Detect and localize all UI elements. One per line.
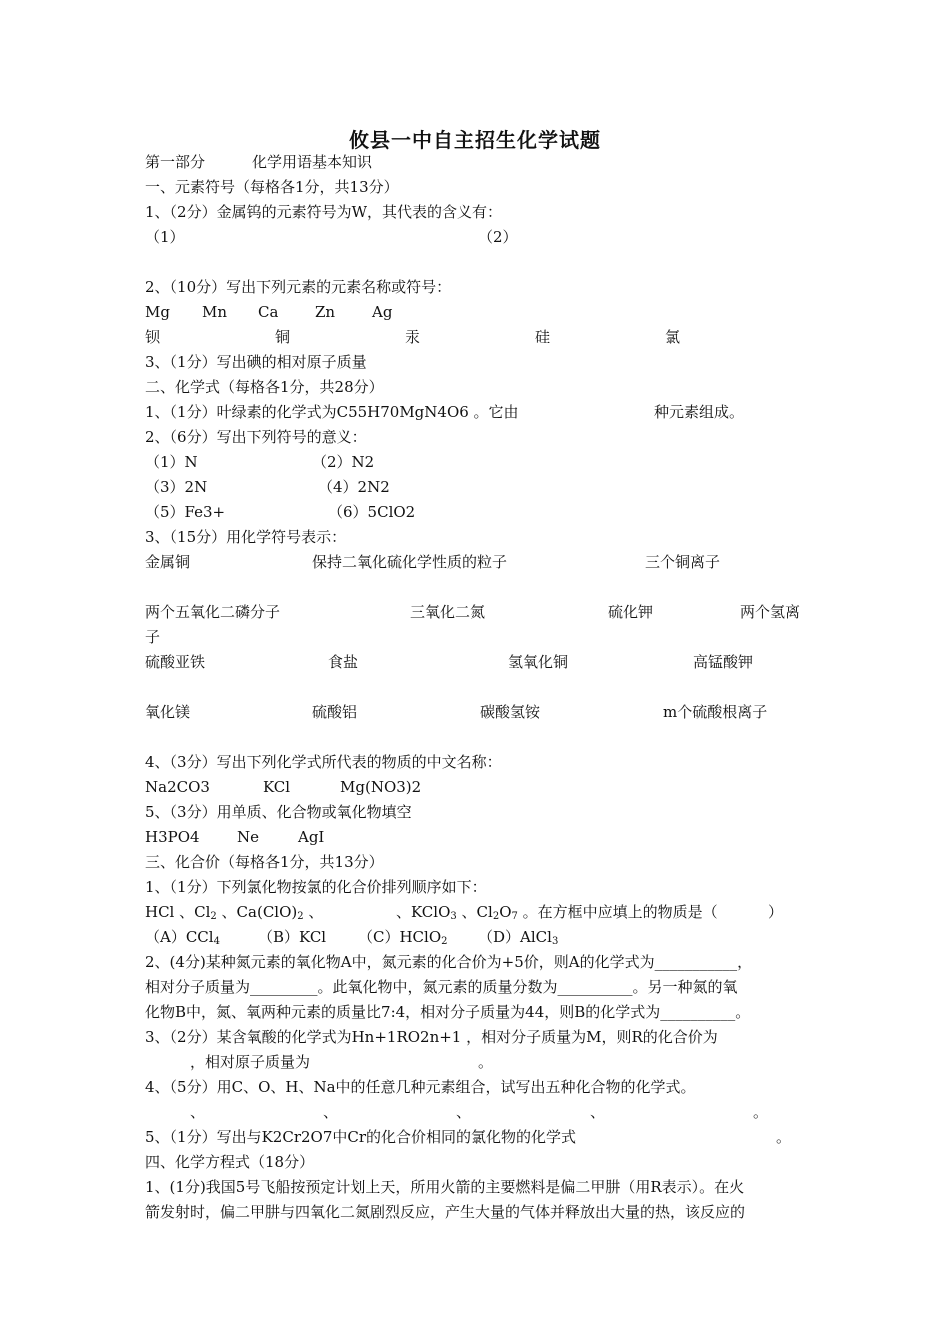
- question-text: 3、（15分）用化学符号表示：: [145, 528, 347, 546]
- fill-item: 两个五氧化二磷分子: [145, 603, 281, 621]
- valence-sequence: 、KClO$_3$ 、$Cl_2O_7$ 。在方框中应填上的物质是（: [396, 903, 718, 922]
- answer-label: （1）: [145, 228, 185, 246]
- element-symbol: Ca: [258, 303, 279, 321]
- fill-item: 高锰酸钾: [693, 653, 754, 671]
- section-heading-2: 二、化学式（每格各1分，共28分）: [145, 378, 384, 396]
- answer-label: （2）: [478, 228, 518, 246]
- fill-item: 两个氢离: [740, 603, 801, 621]
- question-text: 4、（3分）写出下列化学式所代表的物质的中文名称：: [145, 753, 502, 771]
- fill-item: 硫酸亚铁: [145, 653, 206, 671]
- separator: 、: [190, 1103, 206, 1121]
- symbol-item: （4）2N2: [318, 478, 390, 496]
- page-title: 攸县一中自主招生化学试题: [349, 128, 601, 152]
- question-text: 种元素组成。: [654, 403, 745, 421]
- fill-item: 氢氧化铜: [508, 653, 569, 671]
- element-name: 钡: [145, 328, 161, 346]
- symbol-item: （6）5ClO2: [328, 503, 416, 521]
- fill-item: 保持二氧化硫化学性质的粒子: [312, 553, 508, 571]
- question-text: 2、（10分）写出下列元素的元素名称或符号：: [145, 278, 452, 296]
- fill-item: m个硫酸根离子: [663, 703, 768, 721]
- symbol-item: （2）N2: [312, 453, 375, 471]
- question-text: 4、（5分）用C、O、H、Na中的任意几种元素组合，试写出五种化合物的化学式。: [145, 1078, 696, 1096]
- separator: 、: [590, 1103, 606, 1121]
- question-text: 5、（3分）用单质、化合物或氧化物填空: [145, 803, 412, 821]
- question-text: 箭发射时，偏二甲肼与四氧化二氮剧烈反应，产生大量的气体并释放出大量的热，该反应的: [145, 1203, 746, 1221]
- section-heading-4: 四、化学方程式（18分）: [145, 1153, 315, 1171]
- separator: 。: [753, 1103, 769, 1121]
- formula-item: Ne: [237, 828, 260, 846]
- question-text: 1、（1分）下列氯化物按氯的化合价排列顺序如下：: [145, 878, 487, 896]
- formula-item: AgI: [298, 828, 325, 846]
- section-heading-3: 三、化合价（每格各1分，共13分）: [145, 853, 384, 871]
- separator: 、: [323, 1103, 339, 1121]
- fill-item: 食盐: [328, 653, 359, 671]
- fill-item-wrap: 子: [145, 628, 161, 646]
- symbol-item: （1）N: [145, 453, 198, 471]
- question-text: 2、(4分)某种氮元素的氧化物A中，氮元素的化合价为+5价，则A的化学式为___________，: [145, 953, 753, 971]
- answer-bracket: ）: [768, 903, 784, 921]
- part-label: 第一部分: [145, 153, 206, 171]
- valence-sequence: HCl 、$Cl_2$ 、$Ca(ClO)_2$ 、: [145, 903, 324, 922]
- formula-item: KCl: [263, 778, 291, 796]
- formula-item: H3PO4: [145, 828, 200, 846]
- formula-item: Na2CO3: [145, 778, 210, 796]
- fill-item: 硫化钾: [608, 603, 654, 621]
- symbol-item: （3）2N: [145, 478, 208, 496]
- option-b: （B）KCl: [258, 928, 327, 946]
- separator: 、: [456, 1103, 472, 1121]
- question-text: 3、（2分）某含氧酸的化学式为Hn+1RO2n+1 ，相对分子质量为M，则R的化合价为: [145, 1028, 718, 1046]
- fill-item: 硫酸铝: [312, 703, 358, 721]
- section-heading-1: 一、元素符号（每格各1分，共13分）: [145, 178, 399, 196]
- symbol-item: （5）Fe3+: [145, 503, 226, 521]
- question-text: 。: [776, 1128, 792, 1146]
- element-symbol: Mg: [145, 303, 170, 321]
- element-name: 汞: [405, 328, 421, 346]
- option-a: （A）CCl$_4$: [145, 928, 220, 947]
- element-symbol: Zn: [315, 303, 336, 321]
- element-symbol: Ag: [372, 303, 393, 321]
- element-symbol: Mn: [202, 303, 228, 321]
- question-text: 相对分子质量为_________。此氧化物中，氮元素的质量分数为__________。另一种氮的氧: [145, 978, 738, 996]
- fill-item: 氧化镁: [145, 703, 191, 721]
- part-name: 化学用语基本知识: [252, 153, 373, 171]
- fill-item: 金属铜: [145, 553, 191, 571]
- element-name: 铜: [275, 328, 291, 346]
- question-text: 2、（6分）写出下列符号的意义：: [145, 428, 367, 446]
- element-name: 氯: [665, 328, 681, 346]
- question-text: 3、（1分）写出碘的相对原子质量: [145, 353, 367, 371]
- question-text: 1、(1分)我国5号飞船按预定计划上天，所用火箭的主要燃料是偏二甲肼（用R表示）。在火: [145, 1178, 745, 1196]
- formula-item: Mg(NO3)2: [340, 778, 422, 796]
- question-text: 。: [478, 1053, 494, 1071]
- element-name: 硅: [535, 328, 551, 346]
- question-text: 5、（1分）写出与K2Cr2O7中Cr的化合价相同的氯化物的化学式: [145, 1128, 577, 1146]
- fill-item: 三氧化二氮: [410, 603, 486, 621]
- question-text: ，相对原子质量为: [190, 1053, 311, 1071]
- option-c: （C）HClO$_2$: [358, 928, 448, 947]
- fill-item: 碳酸氢铵: [480, 703, 541, 721]
- fill-item: 三个铜离子: [645, 553, 721, 571]
- question-text: 化物B中，氮、氧两种元素的质量比7:4，相对分子质量为44，则B的化学式为__________。: [145, 1003, 751, 1021]
- question-text: 1、（1分）叶绿素的化学式为C55H70MgN4O6 。它由: [145, 403, 519, 421]
- option-d: （D）AlCl$_3$: [478, 928, 559, 947]
- question-text: 1、（2分）金属钨的元素符号为W，其代表的含义有：: [145, 203, 503, 221]
